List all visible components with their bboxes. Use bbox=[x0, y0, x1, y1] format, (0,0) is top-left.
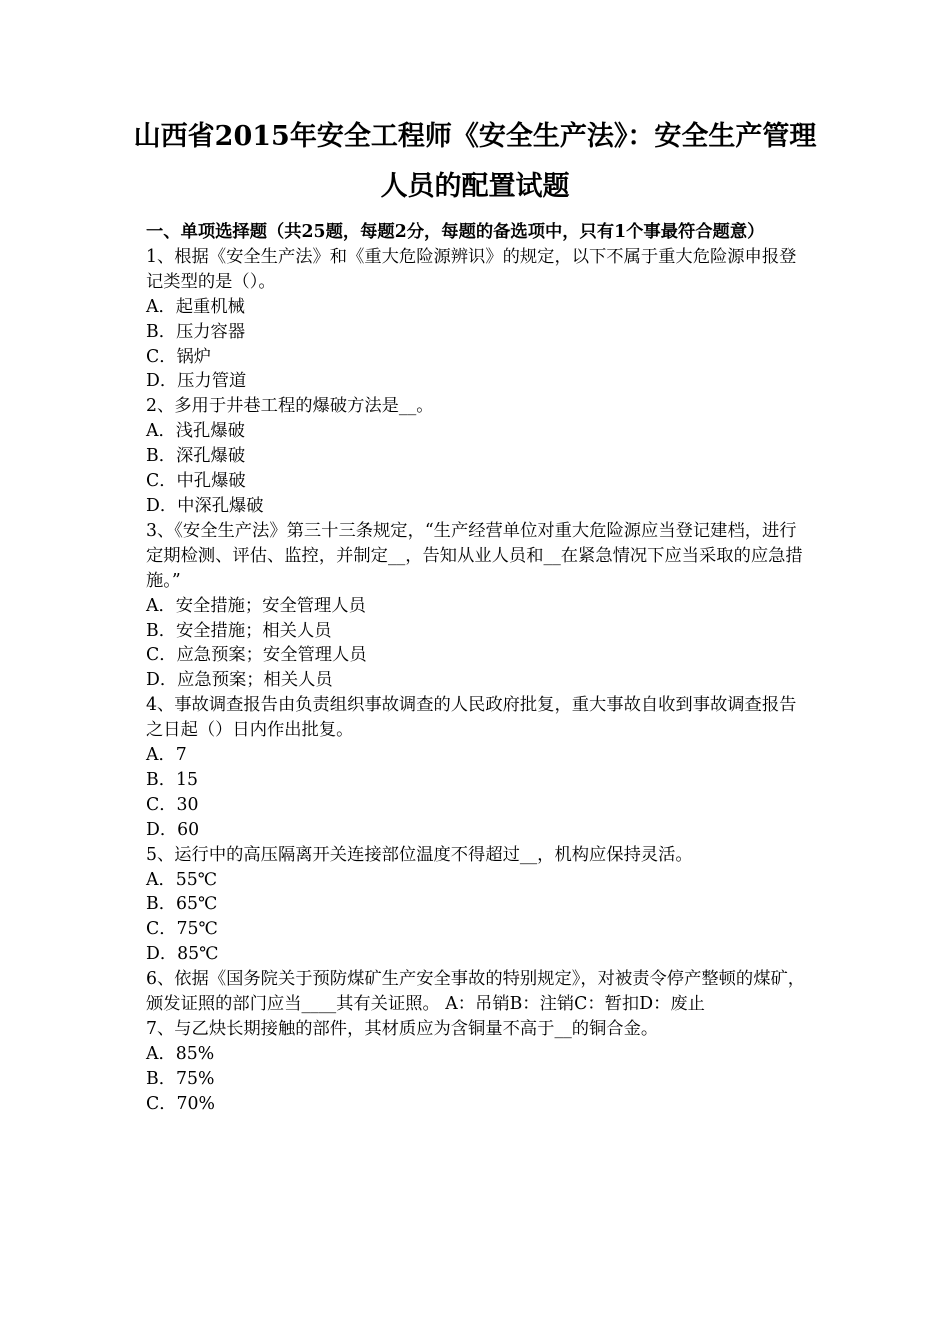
question-text: 7、与乙炔长期接触的部件，其材质应为含铜量不高于__的铜合金。 bbox=[146, 1019, 659, 1039]
option-c: C．70% bbox=[146, 1093, 215, 1114]
document-title bbox=[100, 112, 850, 212]
option-c: C．75℃ bbox=[146, 919, 218, 940]
option-d: D．中深孔爆破 bbox=[146, 495, 264, 516]
option-a: A．浅孔爆破 bbox=[146, 421, 245, 442]
question-1 bbox=[146, 245, 812, 394]
option-c: C．应急预案；安全管理人员 bbox=[146, 645, 367, 666]
option-b: B．75% bbox=[146, 1068, 215, 1089]
option-b: B．15 bbox=[146, 769, 198, 790]
question-5 bbox=[146, 843, 812, 968]
question-text: 4、事故调查报告由负责组织事故调查的人民政府批复，重大事故自收到事故调查报告之日起（）日内作出批复。 bbox=[146, 695, 797, 741]
option-b: B．65℃ bbox=[146, 894, 218, 915]
option-b: B．安全措施；相关人员 bbox=[146, 620, 332, 641]
option-b: B．深孔爆破 bbox=[146, 446, 246, 467]
option-b: B．压力容器 bbox=[146, 321, 246, 342]
option-a: A．7 bbox=[146, 745, 187, 766]
option-d: D．应急预案；相关人员 bbox=[146, 670, 333, 691]
option-d: D．60 bbox=[146, 819, 200, 840]
document-body bbox=[146, 220, 812, 1117]
option-a: A．安全措施；安全管理人员 bbox=[146, 595, 366, 616]
option-a: A．起重机械 bbox=[146, 296, 245, 317]
question-text: 6、依据《国务院关于预防煤矿生产安全事故的特别规定》，对被责令停产整顿的煤矿，颁发证照的部门应当____其有关证照。 A：吊销B：注销C：暂扣D：废止 bbox=[146, 969, 806, 1015]
section-heading: 一、单项选择题（共25题，每题2分，每题的备选项中，只有1个事最符合题意） bbox=[146, 222, 765, 242]
question-4 bbox=[146, 693, 812, 842]
question-7 bbox=[146, 1017, 812, 1117]
option-c: C．30 bbox=[146, 794, 199, 815]
question-text: 3、《安全生产法》第三十三条规定，“生产经营单位对重大危险源应当登记建档，进行定期检测、评估、监控，并制定__，告知从业人员和__在紧急情况下应当采取的应急措施。” bbox=[146, 520, 803, 591]
option-d: D．压力管道 bbox=[146, 371, 247, 392]
option-a: A．85% bbox=[146, 1043, 215, 1064]
title-line-2: 人员的配置试题 bbox=[380, 171, 570, 202]
question-6 bbox=[146, 967, 812, 1017]
question-3 bbox=[146, 519, 812, 693]
question-text: 5、运行中的高压隔离开关连接部位温度不得超过__，机构应保持灵活。 bbox=[146, 844, 693, 865]
title-line-1: 山西省2015年安全工程师《安全生产法》：安全生产管理 bbox=[133, 121, 817, 152]
question-2 bbox=[146, 394, 812, 519]
option-c: C．锅炉 bbox=[146, 346, 212, 367]
option-d: D．85℃ bbox=[146, 944, 219, 965]
option-a: A．55℃ bbox=[146, 869, 218, 890]
option-c: C．中孔爆破 bbox=[146, 471, 246, 492]
question-text: 1、根据《安全生产法》和《重大危险源辨识》的规定，以下不属于重大危险源申报登记类型的是（）。 bbox=[146, 246, 797, 292]
question-text: 2、多用于井巷工程的爆破方法是__。 bbox=[146, 396, 434, 417]
